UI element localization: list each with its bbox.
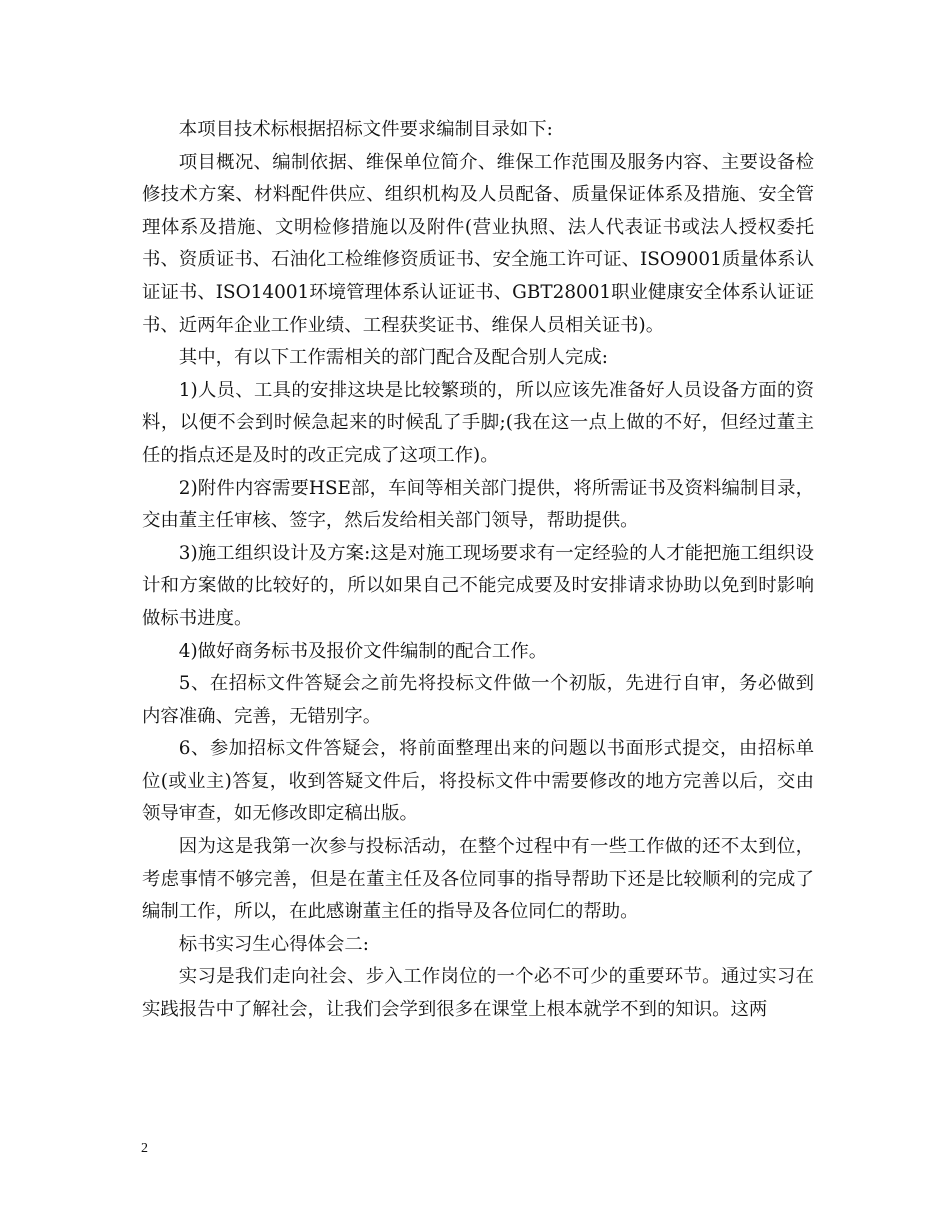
paragraph-reflection: 因为这是我第一次参与投标活动，在整个过程中有一些工作做的还不太到位，考虑事情不够完善，但是在董主任及各位同事的指导帮助下还是比较顺利的完成了编制工作，所以，在此感谢董主任的指导及各位同仁的帮助。 bbox=[142, 836, 814, 923]
page-number: 2 bbox=[141, 1141, 148, 1156]
paragraph-item-6: 6、参加招标文件答疑会，将前面整理出来的问题以书面形式提交，由招标单位(或业主)答复，收到答疑文件后，将投标文件中需要修改的地方完善以后，交由领导审查，如无修改即定稿出版。 bbox=[142, 738, 814, 825]
paragraph-item-5: 5、在招标文件答疑会之前先将投标文件做一个初版，先进行自审，务必做到内容准确、完善，无错别字。 bbox=[142, 673, 814, 727]
paragraph-toc-items: 项目概况、编制依据、维保单位简介、维保工作范围及服务内容、主要设备检修技术方案、材料配件供应、组织机构及人员配备、质量保证体系及措施、安全管理体系及措施、文明检修措施以及附件(营业执照、法人代表证书或法人授权委托书、资质证书、石油化工检维修资质证书、安全施工许可证、ISO9001质量体系认证证书、ISO14001环境管理体系认证证书、GBT28001职业健康安全体系认证证书、近两年企业工作业绩、工程获奖证书、维保人员相关证书)。 bbox=[142, 151, 814, 336]
paragraph-item-2: 2)附件内容需要HSE部，车间等相关部门提供，将所需证书及资料编制目录，交由董主任审核、签字，然后发给相关部门领导，帮助提供。 bbox=[142, 477, 814, 532]
paragraph-cooperation-intro: 其中，有以下工作需相关的部门配合及配合别人完成: bbox=[178, 347, 608, 369]
paragraph-internship: 实习是我们走向社会、步入工作岗位的一个必不可少的重要环节。通过实习在实践报告中了解社会，让我们会学到很多在课堂上根本就学不到的知识。这两 bbox=[142, 966, 814, 1021]
section-heading-part-two: 标书实习生心得体会二: bbox=[178, 933, 369, 955]
document-body bbox=[142, 114, 814, 1027]
paragraph-item-4: 4)做好商务标书及报价文件编制的配合工作。 bbox=[178, 640, 548, 662]
paragraph-item-1: 1)人员、工具的安排这块是比较繁琐的，所以应该先准备好人员设备方面的资料，以便不会到时候急起来的时候乱了手脚;(我在这一点上做的不好，但经过董主任的指点还是及时的改正完成了这项工作)。 bbox=[142, 379, 814, 466]
paragraph-toc-intro: 本项目技术标根据招标文件要求编制目录如下: bbox=[178, 119, 553, 140]
paragraph-item-3: 3)施工组织设计及方案:这是对施工现场要求有一定经验的人才能把施工组织设计和方案做的比较好的，所以如果自己不能完成要及时安排请求协助以免到时影响做标书进度。 bbox=[142, 542, 814, 629]
